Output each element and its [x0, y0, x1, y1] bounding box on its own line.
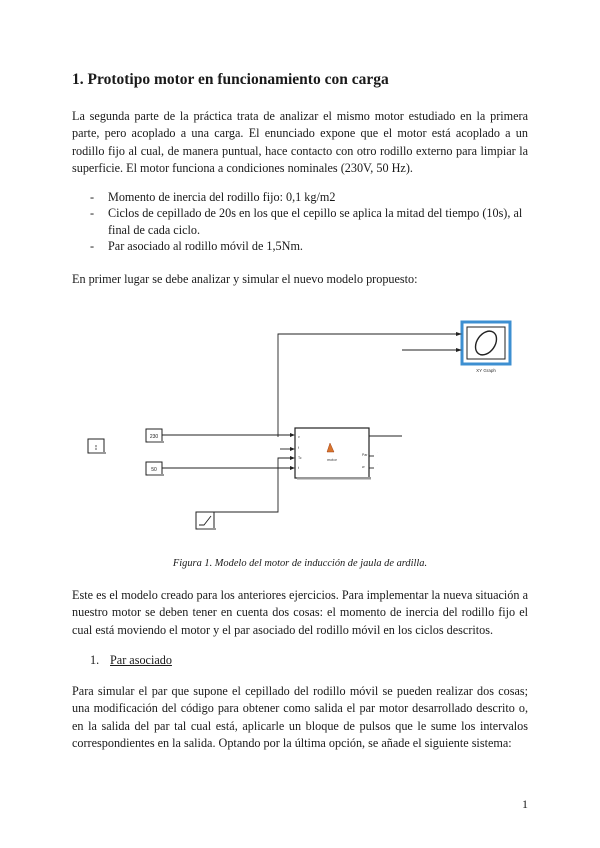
xy-graph-label: XY Graph [476, 368, 496, 373]
svg-text:50: 50 [151, 467, 157, 473]
subsection-heading [90, 653, 172, 668]
intro-paragraph: La segunda parte de la práctica trata de analizar el mismo motor estudiado en la primera parte, pero acoplado a una carga. El enunciado expone que el motor está acoplado a un rodillo fijo al cual, de manera puntual, hace contacto con otro rodillo externo para limpiar la superficie. El motor funciona a condiciones nominales (230V, 50 Hz). [72, 109, 528, 175]
constant-230-block [146, 429, 164, 443]
svg-text:·: · [377, 450, 378, 454]
svg-text:¦¦: ¦¦ [94, 445, 98, 451]
svg-text:230: 230 [149, 434, 159, 440]
list-item: - Par asociado al rodillo móvil de 1,5Nm. [90, 239, 303, 254]
subsection-number: 1. [90, 653, 100, 667]
svg-text:Tc: Tc [298, 456, 302, 460]
svg-text:Par: Par [362, 453, 368, 457]
svg-text:t: t [298, 466, 299, 470]
ramp-block [196, 512, 216, 530]
svg-text:w: w [362, 465, 365, 469]
simulink-diagram [0, 300, 600, 550]
svg-text:v: v [298, 435, 300, 439]
requirements-list [72, 189, 528, 255]
page-number: 1 [522, 797, 528, 811]
svg-text:motor: motor [327, 458, 337, 462]
list-item: - Momento de inercia del rodillo fijo: 0,1 kg/m2 [90, 190, 336, 204]
bullet-marker: - [90, 206, 95, 221]
signal-line [278, 334, 456, 437]
section-heading: 1. Prototipo motor en funcionamiento con carga [72, 71, 389, 88]
bullet-marker: - [90, 190, 95, 204]
bullet-marker: - [90, 239, 95, 254]
motor-subsystem-block [295, 428, 371, 480]
constant-50-block [146, 462, 164, 476]
svg-text:·: · [377, 462, 378, 466]
svg-text:f: f [298, 446, 299, 450]
signal-line [214, 458, 290, 512]
body-paragraph: Este es el modelo creado para los anteriores ejercicios. Para implementar la nueva situación a nuestro motor se deben tener en cuenta dos cosas: el momento de inercia del rodillo fijo el cual está moviendo el motor y el par asociado del rodillo móvil en los ciclos descritos. [72, 588, 528, 637]
subsection-title: Par asociado [110, 653, 172, 667]
terminator-block [88, 439, 106, 454]
list-item: - Ciclos de cepillado de 20s en los que el cepillo se aplica la mitad del tiempo (10s), al final de cada ciclo. [90, 206, 523, 237]
lead-in-paragraph: En primer lugar se debe analizar y simular el nuevo modelo propuesto: [72, 272, 418, 286]
xy-graph-block [462, 322, 510, 373]
body-paragraph: Para simular el par que supone el cepillado del rodillo móvil se pueden realizar dos cosas; una modificación del código para obtener como salida el par motor desarrollado descrito o, en la salida del par tal cual está, aplicarle un bloque de pulsos que le sume los intervalos correspondientes en la salida. Optando por la última opción, se añade el siguiente sistema: [72, 684, 528, 750]
figure-caption: Figura 1. Modelo del motor de inducción de jaula de ardilla. [172, 558, 428, 569]
